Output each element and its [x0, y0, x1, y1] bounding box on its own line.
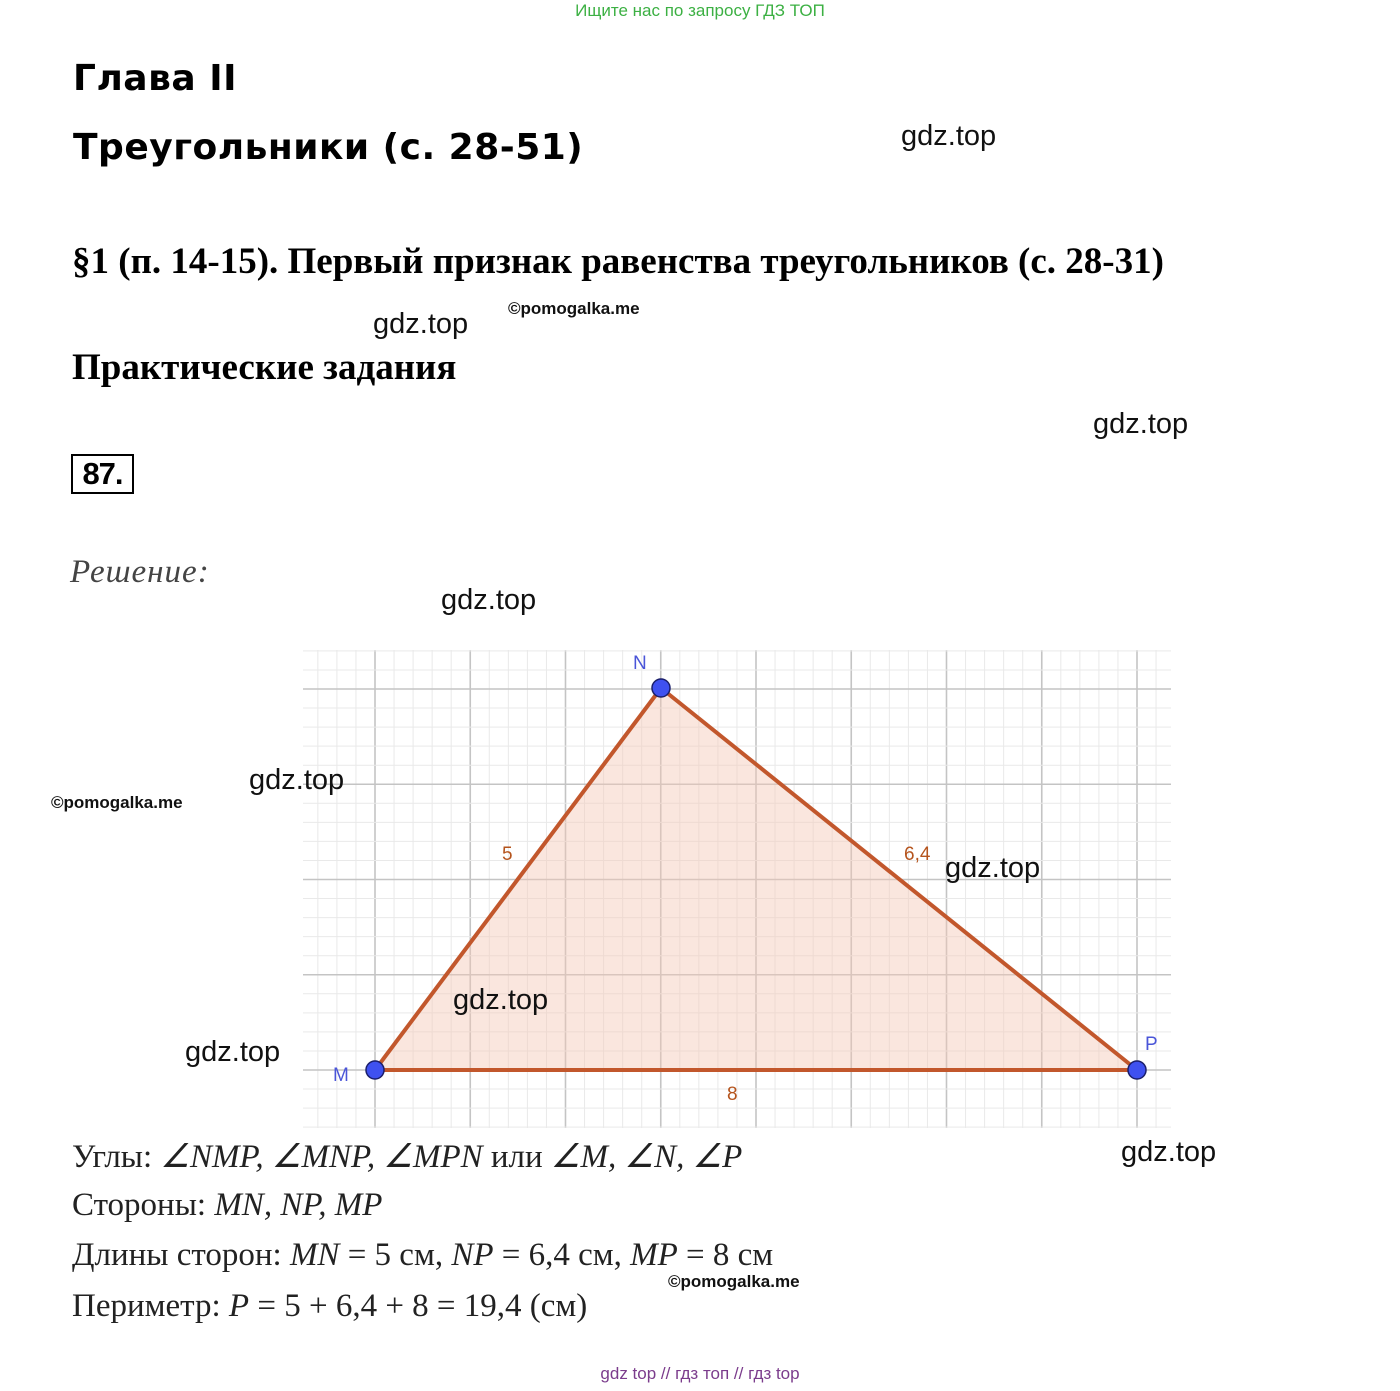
point-n: [652, 679, 670, 697]
watermark-gdz: gdz.top: [453, 984, 549, 1016]
sides-list: MN, NP, MP: [214, 1187, 383, 1223]
perimeter-label: Периметр:: [72, 1288, 229, 1324]
watermark-copyright: ©pomogalka.me: [668, 1272, 800, 1291]
np-symbol: NP: [451, 1237, 494, 1273]
section-title: §1 (п. 14-15). Первый признак равенства треугольников (с. 28-31): [72, 241, 1164, 282]
vertex-label-m: M: [333, 1065, 349, 1086]
point-m: [366, 1061, 384, 1079]
watermark-copyright: ©pomogalka.me: [508, 299, 640, 318]
watermark-gdz: gdz.top: [1093, 408, 1189, 440]
watermark-gdz: gdz.top: [945, 852, 1041, 884]
solution-label: Решение:: [70, 554, 210, 590]
sides-label: Стороны:: [72, 1187, 215, 1223]
angles-short: ∠M, ∠N, ∠P: [550, 1139, 743, 1175]
mn-value: = 5 см,: [339, 1237, 452, 1273]
watermark-gdz: gdz.top: [249, 764, 345, 796]
watermark-gdz: gdz.top: [373, 308, 469, 340]
subsection-title: Практические задания: [72, 347, 457, 388]
angles-full: ∠NMP, ∠MNP, ∠MPN: [160, 1139, 483, 1175]
search-note: Ищите нас по запросу ГДЗ ТОП: [575, 1, 825, 20]
chapter-title: Треугольники (с. 28-51): [73, 127, 584, 168]
side-label-mp: 8: [727, 1084, 738, 1105]
watermark-gdz: gdz.top: [441, 584, 537, 616]
answer-lengths: [72, 1237, 773, 1274]
point-p: [1128, 1061, 1146, 1079]
task-number: 87.: [71, 454, 134, 494]
perimeter-symbol: P: [228, 1288, 250, 1324]
mn-symbol: MN: [289, 1237, 340, 1273]
vertex-label-n: N: [633, 653, 647, 674]
answer-angles: [72, 1136, 742, 1176]
angles-or: или: [482, 1139, 551, 1175]
side-label-mn: 5: [502, 844, 513, 865]
angles-label: Углы:: [72, 1139, 161, 1175]
vertex-label-p: P: [1145, 1034, 1158, 1055]
watermark-gdz: gdz.top: [901, 120, 997, 152]
np-value: = 6,4 см,: [493, 1237, 631, 1273]
mp-value: = 8 см: [677, 1237, 774, 1273]
watermark-copyright: ©pomogalka.me: [51, 793, 183, 812]
chapter-heading: Глава II: [73, 58, 237, 99]
watermark-gdz: gdz.top: [1121, 1136, 1217, 1168]
answer-sides: [72, 1187, 382, 1224]
answer-perimeter: [72, 1288, 587, 1325]
mp-symbol: MP: [630, 1237, 678, 1273]
perimeter-value: = 5 + 6,4 + 8 = 19,4 (см): [249, 1288, 588, 1324]
lengths-label: Длины сторон:: [72, 1237, 290, 1273]
footer-links[interactable]: gdz top // гдз топ // гдз top: [600, 1364, 800, 1383]
side-label-np: 6,4: [904, 844, 931, 865]
watermark-gdz: gdz.top: [185, 1036, 281, 1068]
